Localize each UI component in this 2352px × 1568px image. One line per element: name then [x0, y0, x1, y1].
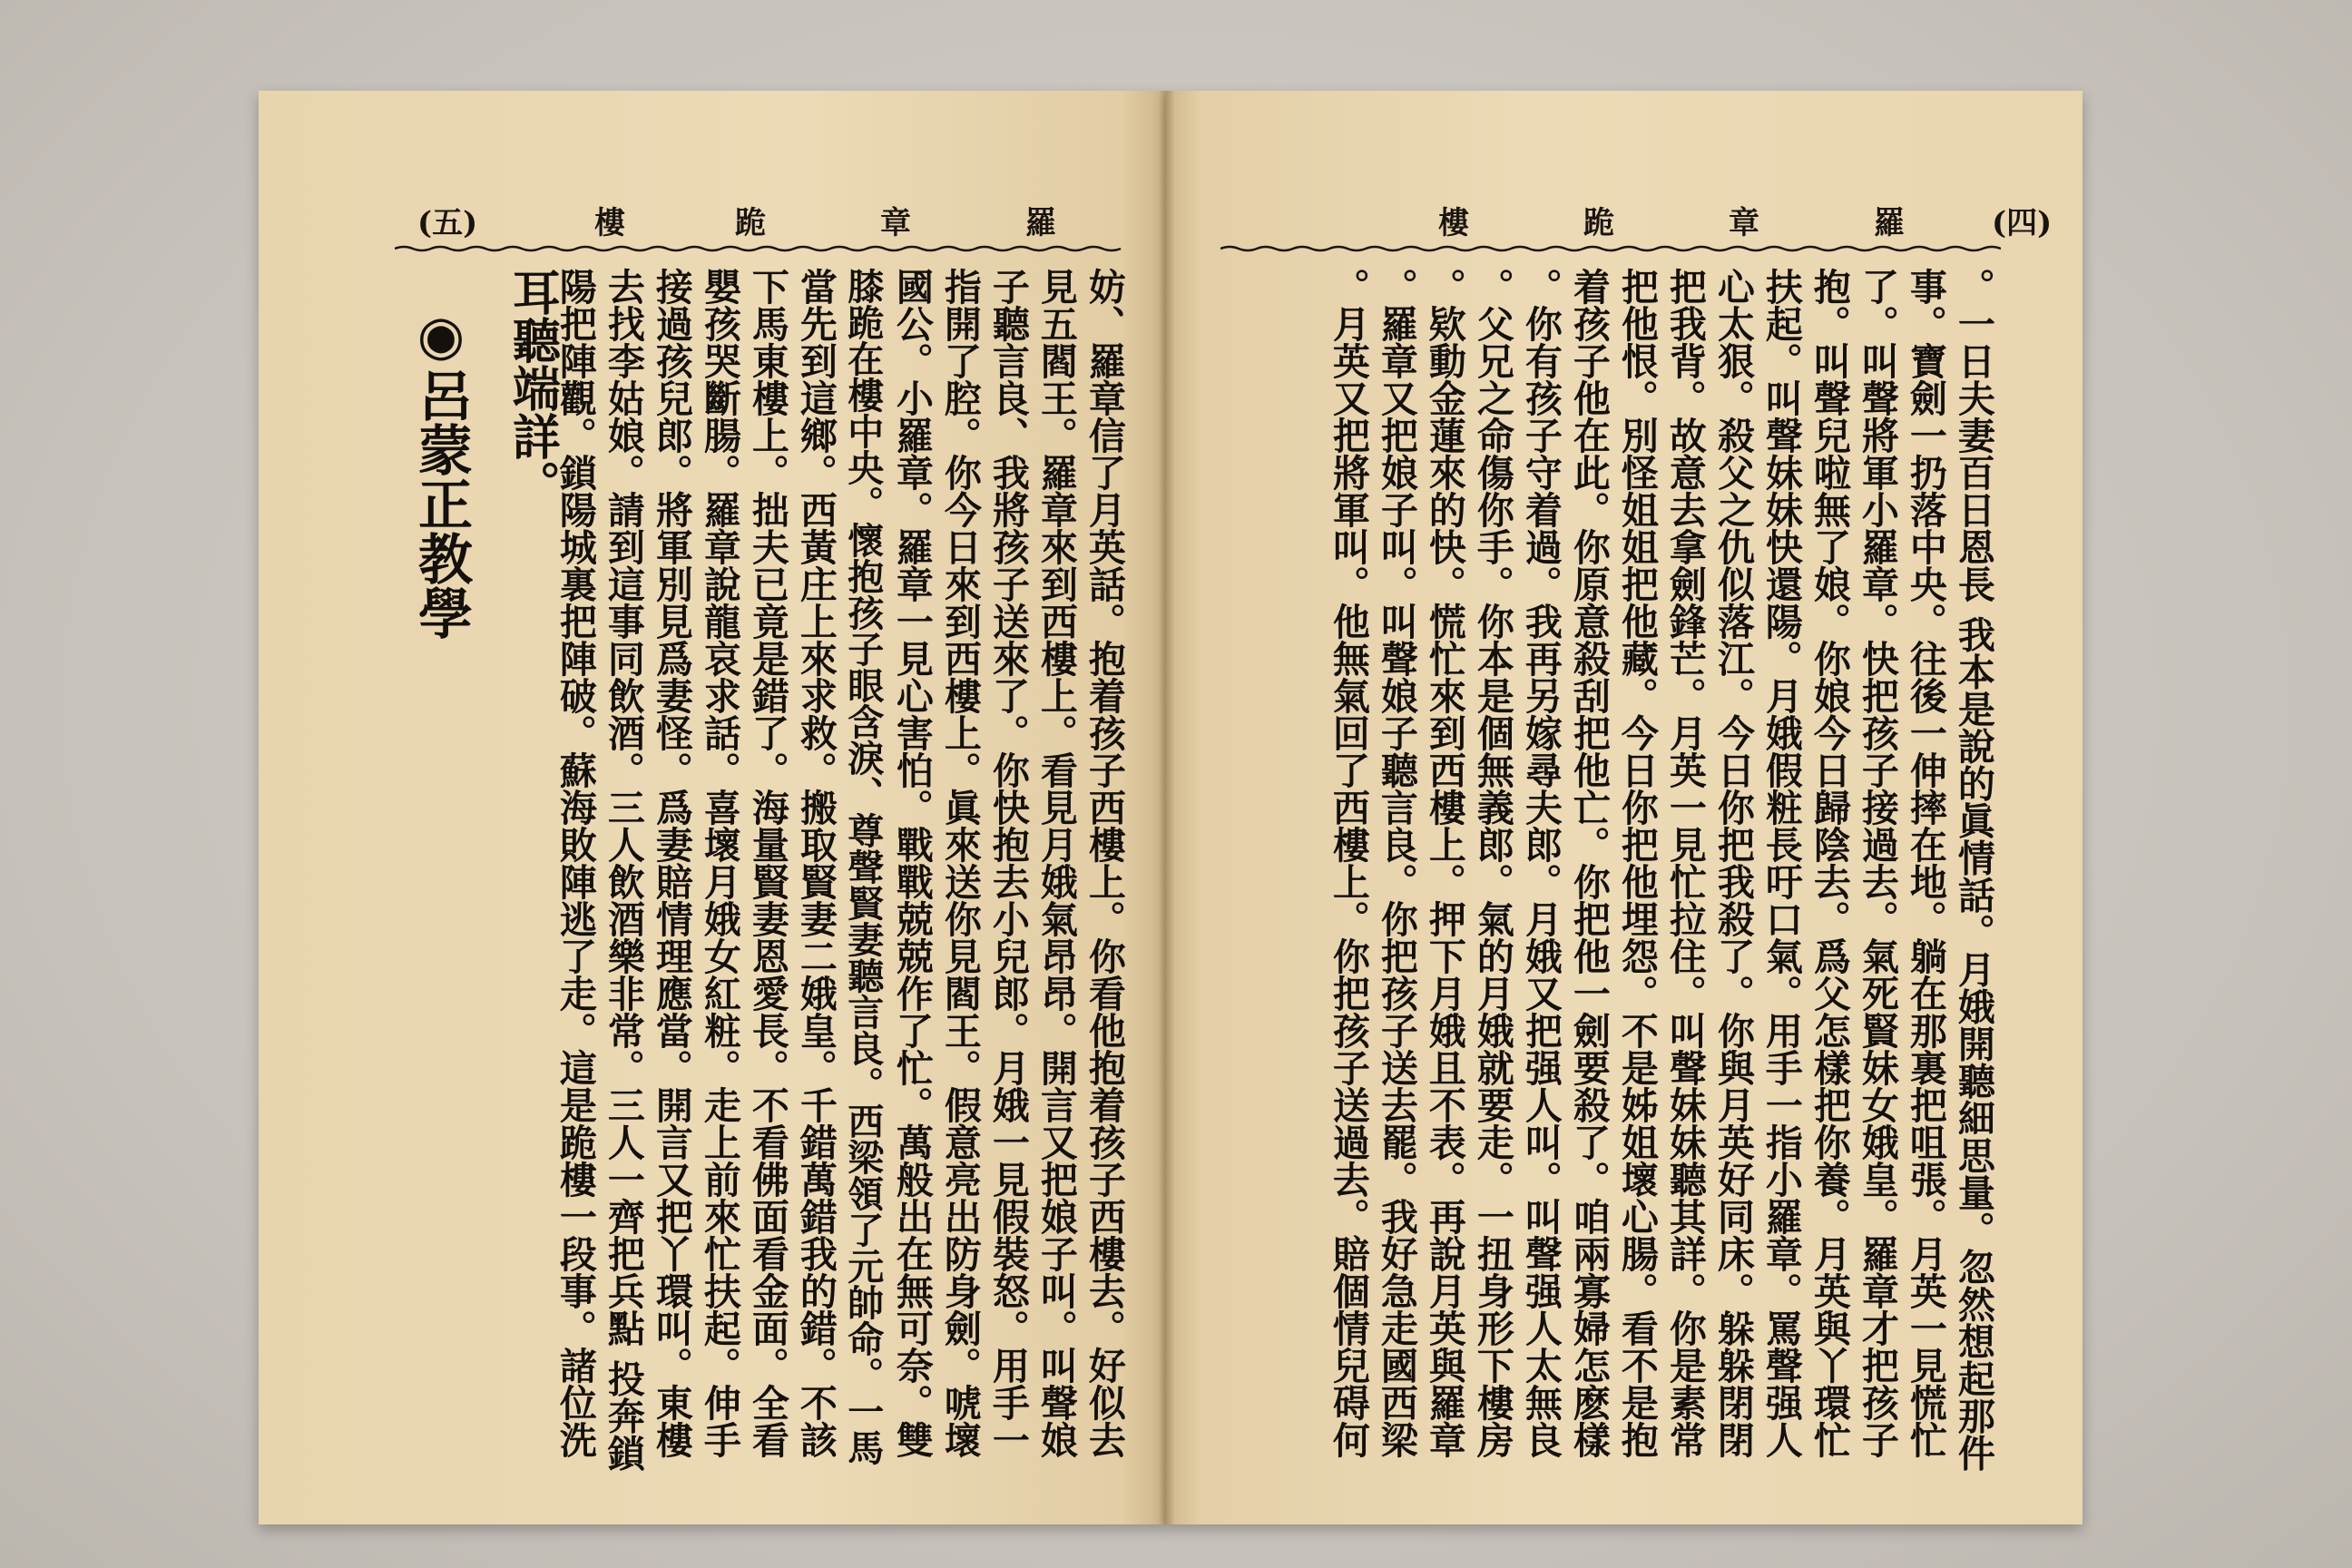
right-column-14: 。月英又把將軍叫。他無氣回了西樓上。你把孩子送過去。賠個情兒碍何: [1326, 268, 1370, 1458]
left-column-12: 陽把陣觀。鎖陽城裏把陣破。蘇海敗陣逃了走。這是跪樓一段事。諸位洗: [553, 268, 597, 1458]
left-title-char-4: 羅: [1025, 205, 1056, 241]
left-column-4: 指開了腔。你今日來到西樓上。眞來送你見閻王。假意亮出防身劍。唬壞: [937, 268, 982, 1458]
right-column-2: 事。寶劍一扔落中央。往後一伸摔在地。躺在那裏把咀張。月英一見慌忙: [1903, 268, 1947, 1458]
left-column-9: 嬰孩哭斷腸。羅章說龍哀求話。喜壞月娥女紅粧。走上前來忙扶起。伸手: [697, 268, 741, 1458]
signature-stamp: ◉呂蒙正教學: [409, 304, 473, 640]
right-column-10: 。你有孩子守着過。我再另嫁尋夫郎。月娥又把强人叫。叫聲强人太無良: [1518, 268, 1563, 1458]
right-page-header: [1438, 198, 2064, 243]
left-column-8: 下馬東樓上。拙夫已竟是錯了。海量賢妻恩愛長。不看佛面看金面。全看: [745, 268, 789, 1458]
left-column-7: 當先到這鄉。西黃庄上來求救。搬取賢妻二娥皇。千錯萬錯我的錯。不該: [793, 268, 838, 1458]
right-column-9: 着孩子他在此。你原意殺刮把他亡。你把他一劍要殺了。咱兩寡婦怎麽樣: [1566, 268, 1611, 1458]
open-book: [259, 91, 2082, 1524]
book-gutter: [1159, 91, 1175, 1524]
right-column-4: 抱。叫聲兒啦無了娘。你娘今日歸陰去。爲父怎樣把你養。月英與丫環忙: [1807, 268, 1851, 1458]
right-column-5: 扶起。叫聲妹妹快還陽。月娥假粧長吁口氣。用手一指小羅章。罵聲强人: [1759, 268, 1803, 1458]
right-column-6: 心太狠。殺父之仇似落江。今日你把我殺了。你與月英好同床。躲躲閉閉: [1710, 268, 1755, 1458]
right-title-char-2: 跪: [1583, 205, 1614, 241]
left-column-5: 國公。小羅章。羅章一見心害怕。戰戰兢兢作了忙。萬般出在無可奈。雙: [889, 268, 934, 1458]
left-title-char-3: 章: [880, 205, 911, 241]
right-column-1: 。一日夫妻百日恩長 我本是說的眞情話。月娥開聽細思量。忽然想起那件: [1951, 268, 1995, 1472]
left-column-2: 見五閻王。羅章來到西樓上。看見月娥氣昂昂。開言又把娘子叫。叫聲娘: [1034, 268, 1078, 1458]
left-page-number: (五): [417, 205, 478, 241]
left-column-11: 去找李姑娘。請到這事同飲酒。三人飲酒樂非常。三人一齊把兵點 投奔鎖: [601, 268, 645, 1472]
left-column-1: 妨、羅章信了月英話。抱着孩子西樓上。你看他抱着孩子西樓去。好似去: [1082, 268, 1126, 1458]
left-page-header: [417, 198, 1125, 243]
left-title-char-2: 跪: [735, 205, 766, 241]
left-column-13: 耳聽端詳。: [505, 268, 562, 508]
right-column-13: 。羅章又把娘子叫。叫聲娘子聽言良。你把孩子送去罷。我好急走國西梁: [1374, 268, 1418, 1458]
right-title-char-4: 羅: [1874, 205, 1905, 241]
right-column-12: 。欵動金蓮來的快。慌忙來到西樓上。押下月娥且不表。再說月英與羅章: [1422, 268, 1466, 1458]
left-title-char-1: 樓: [594, 205, 625, 241]
left-column-10: 接過孩兒郎。將軍別見爲妻怪。爲妻賠情理應當。開言又把丫環叫。東樓: [649, 268, 693, 1458]
right-column-7: 把我背。故意去拿劍鋒芒。月英一見忙拉住。叫聲妹妹聽其詳。你是素常: [1662, 268, 1707, 1458]
right-page-number: (四): [1992, 205, 2053, 241]
left-header-rule: [395, 245, 1130, 250]
right-header-rule: [1220, 245, 2001, 250]
right-column-8: 把他恨。別怪姐姐把他藏。今日你把他埋怨。不是姊姐壞心腸。看不是抱: [1614, 268, 1659, 1458]
right-title-char-1: 樓: [1438, 205, 1469, 241]
left-column-6: 膝跪在樓中央。懷抱孩子眼含淚、尊聲賢妻聽言良。西梁領了元帥命。一馬: [841, 268, 885, 1465]
right-page: [1166, 91, 2082, 1524]
right-title-char-3: 章: [1729, 205, 1759, 241]
left-column-3: 子聽言良、我將孩子送來了。你快抱去小兒郎。月娥一見假裝怒。用手一: [985, 268, 1030, 1458]
right-column-11: 。父兄之命傷你手。你本是個無義郎。氣的月娥就要走。一扭身形下樓房: [1470, 268, 1514, 1458]
right-column-3: 了。叫聲將軍小羅章。快把孩子接過去。氣死賢妹女娥皇。羅章才把孩子: [1855, 268, 1899, 1458]
left-page: [259, 91, 1166, 1524]
